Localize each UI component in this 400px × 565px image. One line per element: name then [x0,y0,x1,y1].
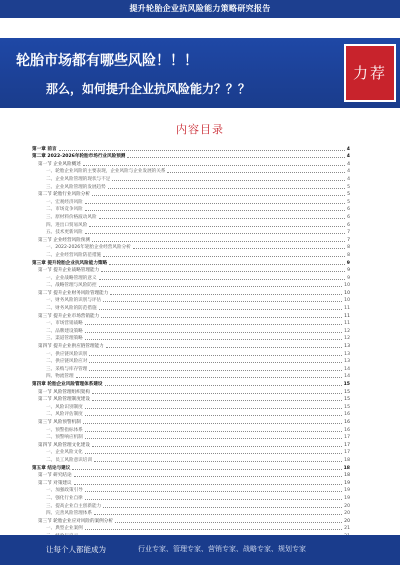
toc-page-number: 8 [347,245,350,251]
toc-entry[interactable] [32,220,350,228]
toc-entry[interactable] [32,493,350,501]
document-header: 提升轮胎企业抗风险能力策略研究报告 [0,0,400,18]
toc-page-number: 13 [344,351,350,357]
toc-leader-dots [103,301,342,302]
toc-entry[interactable] [32,296,350,304]
toc-entry[interactable] [32,425,350,433]
toc-entry-title: 第一节 风险管理组织架构 [38,389,90,395]
toc-page-number: 9 [346,260,350,266]
toc-entry[interactable] [32,455,350,463]
toc-entry-title: 五、技术更新风险 [46,230,83,236]
toc-page-number: 4 [346,146,350,152]
toc-leader-dots [105,385,342,386]
toc-entry[interactable] [32,417,350,425]
page-footer [0,535,400,565]
toc-entry-title: 一、预警指标体系 [46,427,83,433]
toc-entry[interactable] [32,197,350,205]
toc-leader-dots [133,248,345,249]
table-of-contents [32,144,350,542]
toc-leader-dots [59,150,345,151]
toc-entry-title: 第四节 提升企业供应链管理能力 [38,344,104,350]
toc-entry-title: 四、完善风险管理体系 [46,511,92,517]
toc-leader-dots [85,324,342,325]
toc-leader-dots [101,317,342,318]
toc-entry-title: 二、品牌建设策略 [46,328,83,334]
toc-page-number: 20 [344,511,350,517]
toc-leader-dots [85,438,342,439]
toc-leader-dots [92,195,345,196]
toc-leader-dots [110,294,342,295]
toc-entry-title: 第二节 风险管理制度建设 [38,397,90,403]
toc-page-number: 15 [344,397,350,403]
recommend-badge: 力荐 [344,44,396,102]
toc-entry[interactable] [32,144,350,152]
toc-leader-dots [85,332,342,333]
toc-leader-dots [127,157,344,158]
toc-leader-dots [72,469,341,470]
toc-entry[interactable] [32,243,350,251]
toc-entry[interactable] [32,509,350,517]
toc-entry-title: 第二节 提升企业财务风险管理能力 [38,290,109,296]
toc-entry-title: 第四节 风险管理文化建设 [38,442,90,448]
toc-page-number: 11 [344,321,350,327]
toc-entry[interactable] [32,319,350,327]
toc-page-number: 21 [344,526,350,532]
toc-entry-title: 第二节 对策建议 [38,480,72,486]
toc-entry-title: 二、财务风险的防范措施 [46,306,97,312]
toc-entry-title: 四、物流管理 [46,374,74,380]
toc-page-number: 4 [347,169,350,175]
toc-entry-title: 二、战略管理与风险防控 [46,283,97,289]
toc-leader-dots [167,172,345,173]
toc-page-number: 16 [344,419,350,425]
toc-leader-dots [112,180,345,181]
toc-entry[interactable] [32,334,350,342]
toc-leader-dots [85,408,342,409]
toc-entry-title: 第三节 风险预警机制 [38,419,81,425]
toc-entry[interactable] [32,349,350,357]
toc-entry[interactable] [32,152,350,160]
toc-entry[interactable] [32,486,350,494]
toc-page-number: 14 [344,366,350,372]
toc-entry-title: 第三章 提升轮胎企业抗风险能力策略 [32,260,108,266]
toc-page-number: 11 [344,313,350,319]
toc-page-number: 9 [347,268,350,274]
toc-entry-title: 第三节 提升企业市场营销能力 [38,313,100,319]
toc-entry-title: 一、加强政策引导 [46,488,83,494]
toc-leader-dots [109,264,345,265]
toc-page-number: 10 [344,298,350,304]
banner-headline: 轮胎市场都有哪些风险！！！ [16,53,198,69]
toc-entry[interactable] [32,205,350,213]
title-banner [0,38,400,108]
toc-entry[interactable] [32,501,350,509]
toc-page-number: 12 [344,336,350,342]
toc-page-number: 6 [347,222,350,228]
toc-leader-dots [92,446,342,447]
toc-page-number: 16 [344,427,350,433]
toc-entry-title: 一、典型企业案例 [46,526,83,532]
toc-entry-title: 第三节 企业经营风险预测 [38,237,90,243]
toc-leader-dots [83,423,342,424]
toc-leader-dots [85,529,342,530]
toc-entry-title: 一、轮胎企业风险的主要表现，企业风险与企业发展的关系 [46,169,166,175]
toc-entry[interactable] [32,182,350,190]
toc-page-number: 5 [347,199,350,205]
toc-entry[interactable] [32,273,350,281]
toc-entry[interactable] [32,303,350,311]
toc-entry-title: 二、员工风险意识培训 [46,457,92,463]
toc-entry-title: 二、市场竞争风险 [46,207,83,213]
toc-entry-title: 一、市场营销战略 [46,321,83,327]
toc-leader-dots [85,415,342,416]
toc-page-number: 13 [344,344,350,350]
toc-title: 内容目录 [176,123,224,136]
toc-page-number: 15 [343,382,350,387]
toc-entry[interactable] [32,174,350,182]
toc-leader-dots [99,218,346,219]
toc-entry-title: 一、供应链风险识别 [46,351,88,357]
toc-page-number: 19 [344,495,350,501]
toc-entry-title: 一、风险识别制度 [46,404,83,410]
toc-page-number: 16 [344,412,350,418]
toc-entry-title: 一、2022-2026年轮胎企业经营风险分析 [46,245,131,251]
toc-entry-title: 三、提高企业自主创新能力 [46,503,102,509]
toc-leader-dots [89,355,342,356]
toc-page-number: 6 [347,214,350,220]
toc-entry[interactable] [32,341,350,349]
toc-page-number: 14 [344,374,350,380]
toc-page-number: 4 [346,154,350,160]
toc-leader-dots [85,210,345,211]
toc-leader-dots [108,188,345,189]
toc-entry[interactable] [32,228,350,236]
toc-entry-title: 第五章 结论与建议 [32,465,71,471]
toc-entry[interactable] [32,357,350,365]
toc-leader-dots [89,362,342,363]
toc-entry-title: 第三节 轮胎企业应对风险的案例分析 [38,518,113,524]
toc-entry-title: 第一章 前言 [32,146,57,152]
toc-leader-dots [101,271,345,272]
toc-entry-title: 一、企业风险文化 [46,450,83,456]
toc-page-number: 20 [344,518,350,524]
toc-page-number: 20 [344,503,350,509]
toc-entry[interactable] [32,364,350,372]
toc-entry[interactable] [32,311,350,319]
footer-roles: 行业专家、管理专家、营销专家、战略专家、规划专家 [138,545,306,553]
toc-page-number: 4 [347,161,350,167]
toc-page-number: 18 [344,457,350,463]
toc-page-number: 19 [344,480,350,486]
toc-page-number: 7 [347,230,350,236]
toc-entry[interactable] [32,471,350,479]
toc-leader-dots [103,256,345,257]
toc-page-number: 9 [347,275,350,281]
toc-leader-dots [94,461,342,462]
toc-leader-dots [76,377,343,378]
toc-page-number: 7 [347,237,350,243]
toc-entry[interactable] [32,402,350,410]
toc-leader-dots [103,507,342,508]
toc-leader-dots [85,339,342,340]
toc-leader-dots [83,165,345,166]
toc-entry-title: 第一节 研究结论 [38,473,72,479]
toc-entry-title: 三、原材料价格波动风险 [46,214,97,220]
toc-entry[interactable] [32,167,350,175]
toc-entry[interactable] [32,372,350,380]
toc-entry[interactable] [32,212,350,220]
toc-page-number: 5 [347,192,350,198]
toc-entry-title: 四、进出口贸易风险 [46,222,88,228]
toc-entry[interactable] [32,326,350,334]
toc-page-number: 18 [344,473,350,479]
toc-entry[interactable] [32,288,350,296]
toc-entry[interactable] [32,433,350,441]
toc-page-number: 17 [344,450,350,456]
toc-leader-dots [74,476,343,477]
toc-leader-dots [92,400,342,401]
toc-leader-dots [92,241,345,242]
toc-entry-title: 一、财务风险的识别与评估 [46,298,102,304]
toc-entry-title: 二、供应链风险应对 [46,359,88,365]
toc-page-number: 10 [344,283,350,289]
toc-page-number: 18 [343,465,350,471]
toc-leader-dots [92,393,342,394]
toc-entry[interactable] [32,463,350,471]
toc-entry[interactable] [32,516,350,524]
toc-page-number: 6 [347,207,350,213]
toc-entry-title: 第一节 企业风险概述 [38,161,81,167]
toc-entry-title: 二、预警响应机制 [46,435,83,441]
toc-entry-title: 二、企业风险管理的现状与不足 [46,176,111,182]
toc-entry[interactable] [32,410,350,418]
toc-entry[interactable] [32,379,350,387]
toc-leader-dots [89,226,345,227]
toc-entry-title: 一、企业战略管理的意义 [46,275,97,281]
toc-entry[interactable] [32,440,350,448]
toc-leader-dots [85,499,342,500]
toc-leader-dots [85,203,345,204]
toc-leader-dots [99,286,343,287]
toc-entry[interactable] [32,387,350,395]
toc-leader-dots [74,484,343,485]
toc-page-number: 4 [347,176,350,182]
toc-leader-dots [85,491,342,492]
toc-entry[interactable] [32,235,350,243]
toc-entry-title: 三、企业风险管理的发展趋势 [46,184,106,190]
toc-leader-dots [115,522,342,523]
toc-entry[interactable] [32,266,350,274]
toc-page-number: 17 [344,435,350,441]
toc-page-number: 19 [344,488,350,494]
toc-entry[interactable] [32,448,350,456]
toc-page-number: 17 [344,442,350,448]
toc-entry-title: 三、渠道管理策略 [46,336,83,342]
toc-page-number: 5 [347,184,350,190]
toc-entry[interactable] [32,281,350,289]
toc-entry-title: 第二节 轮胎行业风险分析 [38,192,90,198]
toc-entry[interactable] [32,395,350,403]
toc-entry[interactable] [32,159,350,167]
toc-entry-title: 第四章 轮胎企业风险管理体系建设 [32,382,103,387]
toc-leader-dots [89,370,342,371]
toc-entry[interactable] [32,250,350,258]
toc-entry[interactable] [32,258,350,266]
toc-page-number: 12 [344,328,350,334]
toc-page-number: 13 [344,359,350,365]
toc-entry-title: 三、采购与库存管理 [46,366,88,372]
toc-page-number: 15 [344,389,350,395]
footer-slogan: 让每个人都能成为 [46,545,106,554]
banner-subheadline: 那么，如何提升企业抗风险能力？？？ [46,82,251,96]
toc-entry[interactable] [32,524,350,532]
toc-leader-dots [99,309,343,310]
toc-entry-title: 第二章 2022-2026年轮胎市场行业风险预测 [32,154,126,160]
toc-entry-title: 二、企业经营风险防范措施 [46,252,102,258]
toc-leader-dots [85,233,345,234]
toc-page-number: 11 [344,306,350,312]
toc-entry[interactable] [32,190,350,198]
toc-leader-dots [99,279,346,280]
toc-entry-title: 一、宏观经济风险 [46,199,83,205]
toc-page-number: 8 [347,252,350,258]
toc-entry-title: 第一节 提升企业战略管理能力 [38,268,100,274]
toc-entry-title: 二、风险评估制度 [46,412,83,418]
toc-leader-dots [85,431,342,432]
toc-page-number: 15 [344,404,350,410]
toc-leader-dots [85,453,342,454]
toc-entry-title: 二、强化行业自律 [46,495,83,501]
toc-leader-dots [94,514,342,515]
toc-page-number: 10 [344,290,350,296]
toc-entry[interactable] [32,478,350,486]
toc-leader-dots [106,347,342,348]
